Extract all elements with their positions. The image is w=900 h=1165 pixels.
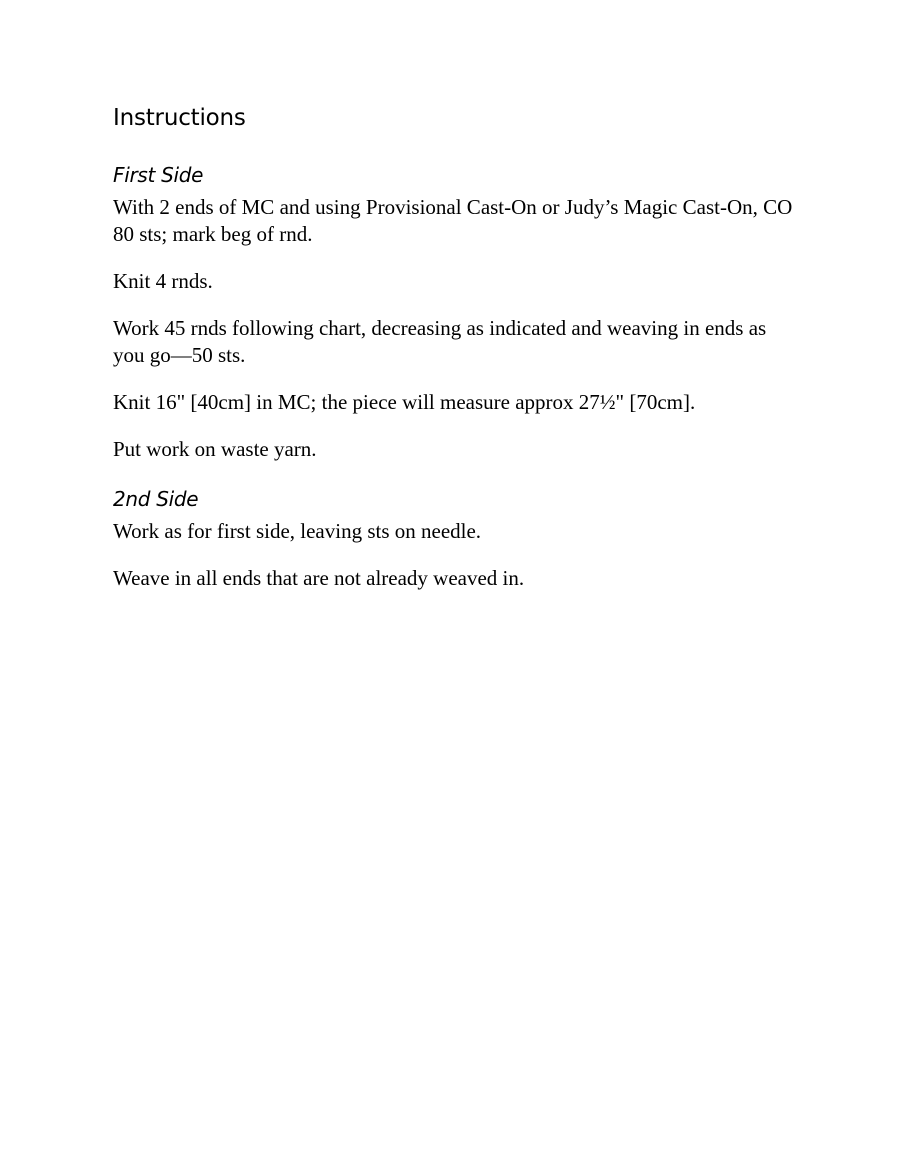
page-title: Instructions: [113, 105, 246, 131]
instruction-paragraph: Work 45 rnds following chart, decreasing as indicated and weaving in ends as you go—50 sts.: [113, 316, 767, 367]
section-second-side: [113, 482, 793, 592]
section-heading-first-side: First Side: [113, 163, 204, 187]
instruction-paragraph: Knit 4 rnds.: [113, 269, 213, 293]
instruction-paragraph: Weave in all ends that are not already weaved in.: [113, 566, 525, 590]
section-heading-second-side: 2nd Side: [113, 487, 199, 511]
instruction-paragraph: With 2 ends of MC and using Provisional Cast-On or Judy’s Magic Cast-On, CO 80 sts; mark beg of rnd.: [113, 195, 793, 246]
instruction-paragraph: Put work on waste yarn.: [113, 437, 317, 461]
section-first-side: [113, 158, 793, 463]
instruction-paragraph: Work as for first side, leaving sts on needle.: [113, 519, 482, 543]
document-page: [113, 100, 793, 612]
instruction-paragraph: Knit 16" [40cm] in MC; the piece will measure approx 27½" [70cm].: [113, 390, 696, 414]
